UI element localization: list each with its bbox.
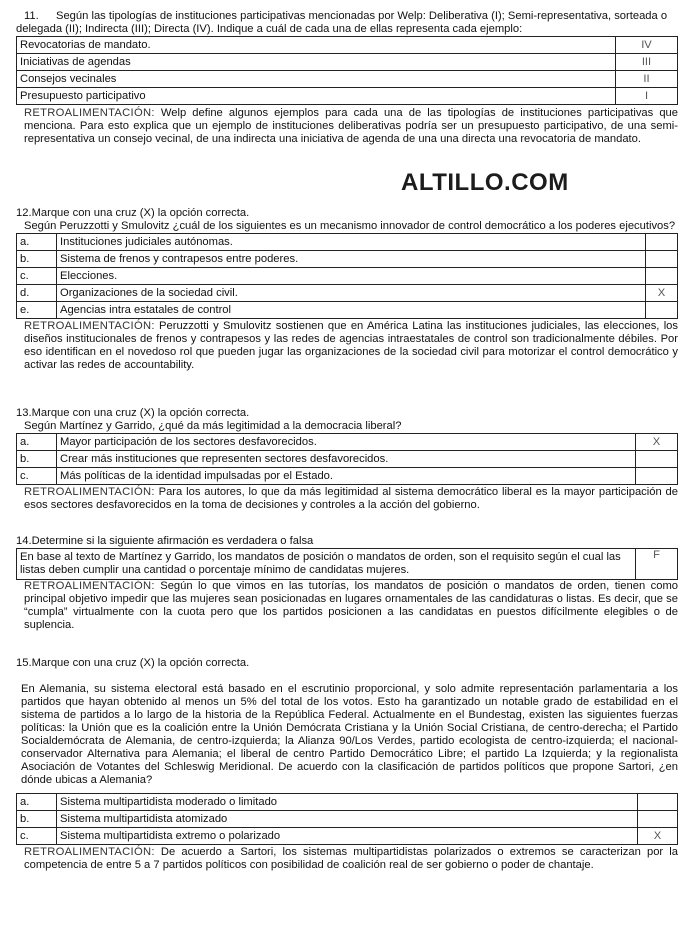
instruction-text: Marque con una cruz (X) la opción correcta. bbox=[31, 407, 250, 419]
question-15-text: En Alemania, su sistema electoral está basado en el escrutinio proporcional, y solo admite representación parlamentaria a los partidos que hayan obtenido al menos un 5% del total de los votos. Esto ha garantizado un notable grado de estabilidad en el sistema de partidos a lo largo de la historia de la República Federal. Actualmente en el Bundestag, existen las siguientes fuerzas políticas: la Unión que es la coalición entre la Unión Demócrata Cristiana y la Unión Social Cristiana, de centro-derecha; el Partido Socialdemócrata de Alemania, de centro-izquierda; la Alianza 90/Los Verdes, partido ecologista de centro-izquierda; el nacional-conservador Alternativa para Alemania; el liberal de centro Partido Democrático Libre; el partido La Izquierda; y la regionalista Asociación de Votantes del Schleswig Meridional. De acuerdo con la clasificación de partidos políticos que propone Sartori, ¿en dónde ubicas a Alemania? bbox=[21, 683, 678, 786]
feedback-text: Para los autores, lo que da más legitimidad al sistema democrático liberal es la mayor participación de esos sectores desfavorecidos en la toma de decisiones y controles a la acción del gobierno. bbox=[24, 486, 678, 511]
option-mark bbox=[646, 234, 678, 251]
feedback-text: Según lo que vimos en las tutorías, los mandatos de posición o mandatos de orden, tienen como principal objetivo impedir que las mujeres sean posicionadas en lugares ornamentales de las candidaturas o listas. Es decir, que se “cumpla” virtualmente con la cuota pero que los partidos posicionen a las candidatas en puestos difícilmente elegibles o de suplencia. bbox=[24, 580, 678, 631]
question-13-options bbox=[16, 433, 678, 485]
table-row bbox=[17, 37, 678, 54]
question-12 bbox=[16, 207, 678, 372]
option-row bbox=[17, 451, 678, 468]
question-12-instruction bbox=[16, 207, 678, 220]
option-text: Sistema multipartidista moderado o limitado bbox=[57, 794, 638, 811]
option-letter: c. bbox=[17, 468, 57, 485]
question-11-feedback bbox=[16, 105, 678, 146]
question-number: 11. bbox=[24, 10, 39, 22]
option-row bbox=[17, 268, 678, 285]
question-13-text: Según Martínez y Garrido, ¿qué da más legitimidad a la democracia liberal? bbox=[24, 420, 402, 432]
option-text: Crear más instituciones que representen sectores desfavorecidos. bbox=[57, 451, 636, 468]
feedback-label: RETROALIMENTACIÓN: bbox=[24, 580, 155, 592]
instruction-text: Marque con una cruz (X) la opción correcta. bbox=[31, 657, 250, 669]
statement-row bbox=[17, 549, 678, 580]
table-row bbox=[17, 54, 678, 71]
row-mark: I bbox=[616, 88, 678, 105]
option-mark bbox=[638, 811, 678, 828]
question-11-text bbox=[16, 10, 678, 36]
question-13-feedback bbox=[16, 485, 678, 512]
option-letter: b. bbox=[17, 251, 57, 268]
row-label: Presupuesto participativo bbox=[17, 88, 616, 105]
question-11-prompt: Según las tipologías de instituciones participativas mencionadas por Welp: Deliberativa (I); Semi-representativa, sorteada o delegada (II); Indirecta (III); Directa (IV). Indique a cuál de cada una de ellas representa cada ejemplo: bbox=[16, 10, 668, 35]
feedback-label: RETROALIMENTACIÓN: bbox=[24, 486, 155, 498]
question-14-statement-table bbox=[16, 548, 678, 580]
question-number: 14. bbox=[16, 535, 32, 547]
option-text: Elecciones. bbox=[57, 268, 646, 285]
feedback-label: RETROALIMENTACIÓN: bbox=[24, 846, 155, 858]
question-11 bbox=[16, 10, 678, 146]
statement-mark: F bbox=[636, 549, 678, 580]
option-text: Sistema multipartidista atomizado bbox=[57, 811, 638, 828]
option-letter: e. bbox=[17, 302, 57, 319]
option-letter: c. bbox=[17, 828, 57, 845]
row-mark: IV bbox=[616, 37, 678, 54]
option-letter: c. bbox=[17, 268, 57, 285]
option-mark bbox=[646, 302, 678, 319]
option-text: Instituciones judiciales autónomas. bbox=[57, 234, 646, 251]
question-15 bbox=[16, 657, 678, 872]
question-15-instruction bbox=[16, 657, 678, 670]
row-mark: II bbox=[616, 71, 678, 88]
question-13-instruction bbox=[16, 407, 678, 420]
question-14-feedback bbox=[16, 580, 678, 632]
feedback-label: RETROALIMENTACIÓN: bbox=[24, 320, 155, 332]
question-13 bbox=[16, 407, 678, 512]
option-row bbox=[17, 302, 678, 319]
feedback-text: De acuerdo a Sartori, los sistemas multipartidistas polarizados o extremos se caracterizan por la competencia de entre 5 a 7 partidos políticos con posibilidad de coalición real de ser gobierno o poder de chantaje. bbox=[24, 846, 678, 871]
question-14-instruction bbox=[16, 535, 678, 548]
instruction-text: Marque con una cruz (X) la opción correcta. bbox=[31, 207, 250, 219]
option-row bbox=[17, 434, 678, 451]
option-mark bbox=[646, 251, 678, 268]
option-mark bbox=[636, 468, 678, 485]
option-mark: X bbox=[646, 285, 678, 302]
question-12-feedback bbox=[16, 319, 678, 372]
instruction-text: Determine si la siguiente afirmación es verdadera o falsa bbox=[31, 535, 314, 547]
question-14 bbox=[16, 535, 678, 632]
option-text: Agencias intra estatales de control bbox=[57, 302, 646, 319]
option-row bbox=[17, 468, 678, 485]
question-number: 15. bbox=[16, 657, 32, 669]
row-mark: III bbox=[616, 54, 678, 71]
statement-text: En base al texto de Martínez y Garrido, los mandatos de posición o mandatos de orden, son el requisito según el cual las listas deben cumplir una cantidad o porcentaje mínimo de candidatas mujeres. bbox=[17, 549, 636, 580]
option-mark: X bbox=[636, 434, 678, 451]
option-row bbox=[17, 285, 678, 302]
option-text: Organizaciones de la sociedad civil. bbox=[57, 285, 646, 302]
option-mark bbox=[636, 451, 678, 468]
option-letter: d. bbox=[17, 285, 57, 302]
row-label: Consejos vecinales bbox=[17, 71, 616, 88]
option-row bbox=[17, 251, 678, 268]
question-15-feedback bbox=[16, 845, 678, 872]
option-text: Más políticas de la identidad impulsadas por el Estado. bbox=[57, 468, 636, 485]
question-number: 12. bbox=[16, 207, 32, 219]
question-12-text: Según Peruzzotti y Smulovitz ¿cuál de los siguientes es un mecanismo innovador de control democrático a los poderes ejecutivos? bbox=[24, 220, 676, 232]
option-letter: a. bbox=[17, 794, 57, 811]
table-row bbox=[17, 88, 678, 105]
option-row bbox=[17, 811, 678, 828]
question-12-options bbox=[16, 233, 678, 319]
option-text: Sistema multipartidista extremo o polarizado bbox=[57, 828, 638, 845]
option-row bbox=[17, 828, 678, 845]
option-mark: X bbox=[638, 828, 678, 845]
option-letter: a. bbox=[17, 434, 57, 451]
option-mark bbox=[638, 794, 678, 811]
altillo-logo: ALTILLO.COM bbox=[401, 169, 569, 196]
row-label: Revocatorias de mandato. bbox=[17, 37, 616, 54]
feedback-label: RETROALIMENTACIÓN: bbox=[24, 107, 155, 119]
option-mark bbox=[646, 268, 678, 285]
question-15-options bbox=[16, 793, 678, 845]
option-text: Sistema de frenos y contrapesos entre poderes. bbox=[57, 251, 646, 268]
feedback-text: Peruzzotti y Smulovitz sostienen que en América Latina las instituciones judiciales, las elecciones, los diseños institucionales de frenos y contrapesos y las redes de agencias intraestatales de control son tradicionalmente débiles. Por eso identifican en el novedoso rol que pueden jugar las organizaciones de la sociedad civil para motorizar el control democrático y activar las redes de accountability. bbox=[24, 320, 678, 371]
option-text: Mayor participación de los sectores desfavorecidos. bbox=[57, 434, 636, 451]
option-letter: b. bbox=[17, 811, 57, 828]
table-row bbox=[17, 71, 678, 88]
option-row bbox=[17, 794, 678, 811]
question-number: 13. bbox=[16, 407, 32, 419]
feedback-text: Welp define algunos ejemplos para cada una de las tipologías de instituciones participativas que menciona. Para esto explica que un ejemplo de instituciones deliberativas podría ser un presupuesto participativo, de una semi-representativa un consejo vecinal, de una indirecta una iniciativa de agenda de una una directa una revocatoria de mandato. bbox=[24, 107, 679, 145]
row-label: Iniciativas de agendas bbox=[17, 54, 616, 71]
option-letter: a. bbox=[17, 234, 57, 251]
question-11-table bbox=[16, 36, 678, 105]
option-row bbox=[17, 234, 678, 251]
option-letter: b. bbox=[17, 451, 57, 468]
